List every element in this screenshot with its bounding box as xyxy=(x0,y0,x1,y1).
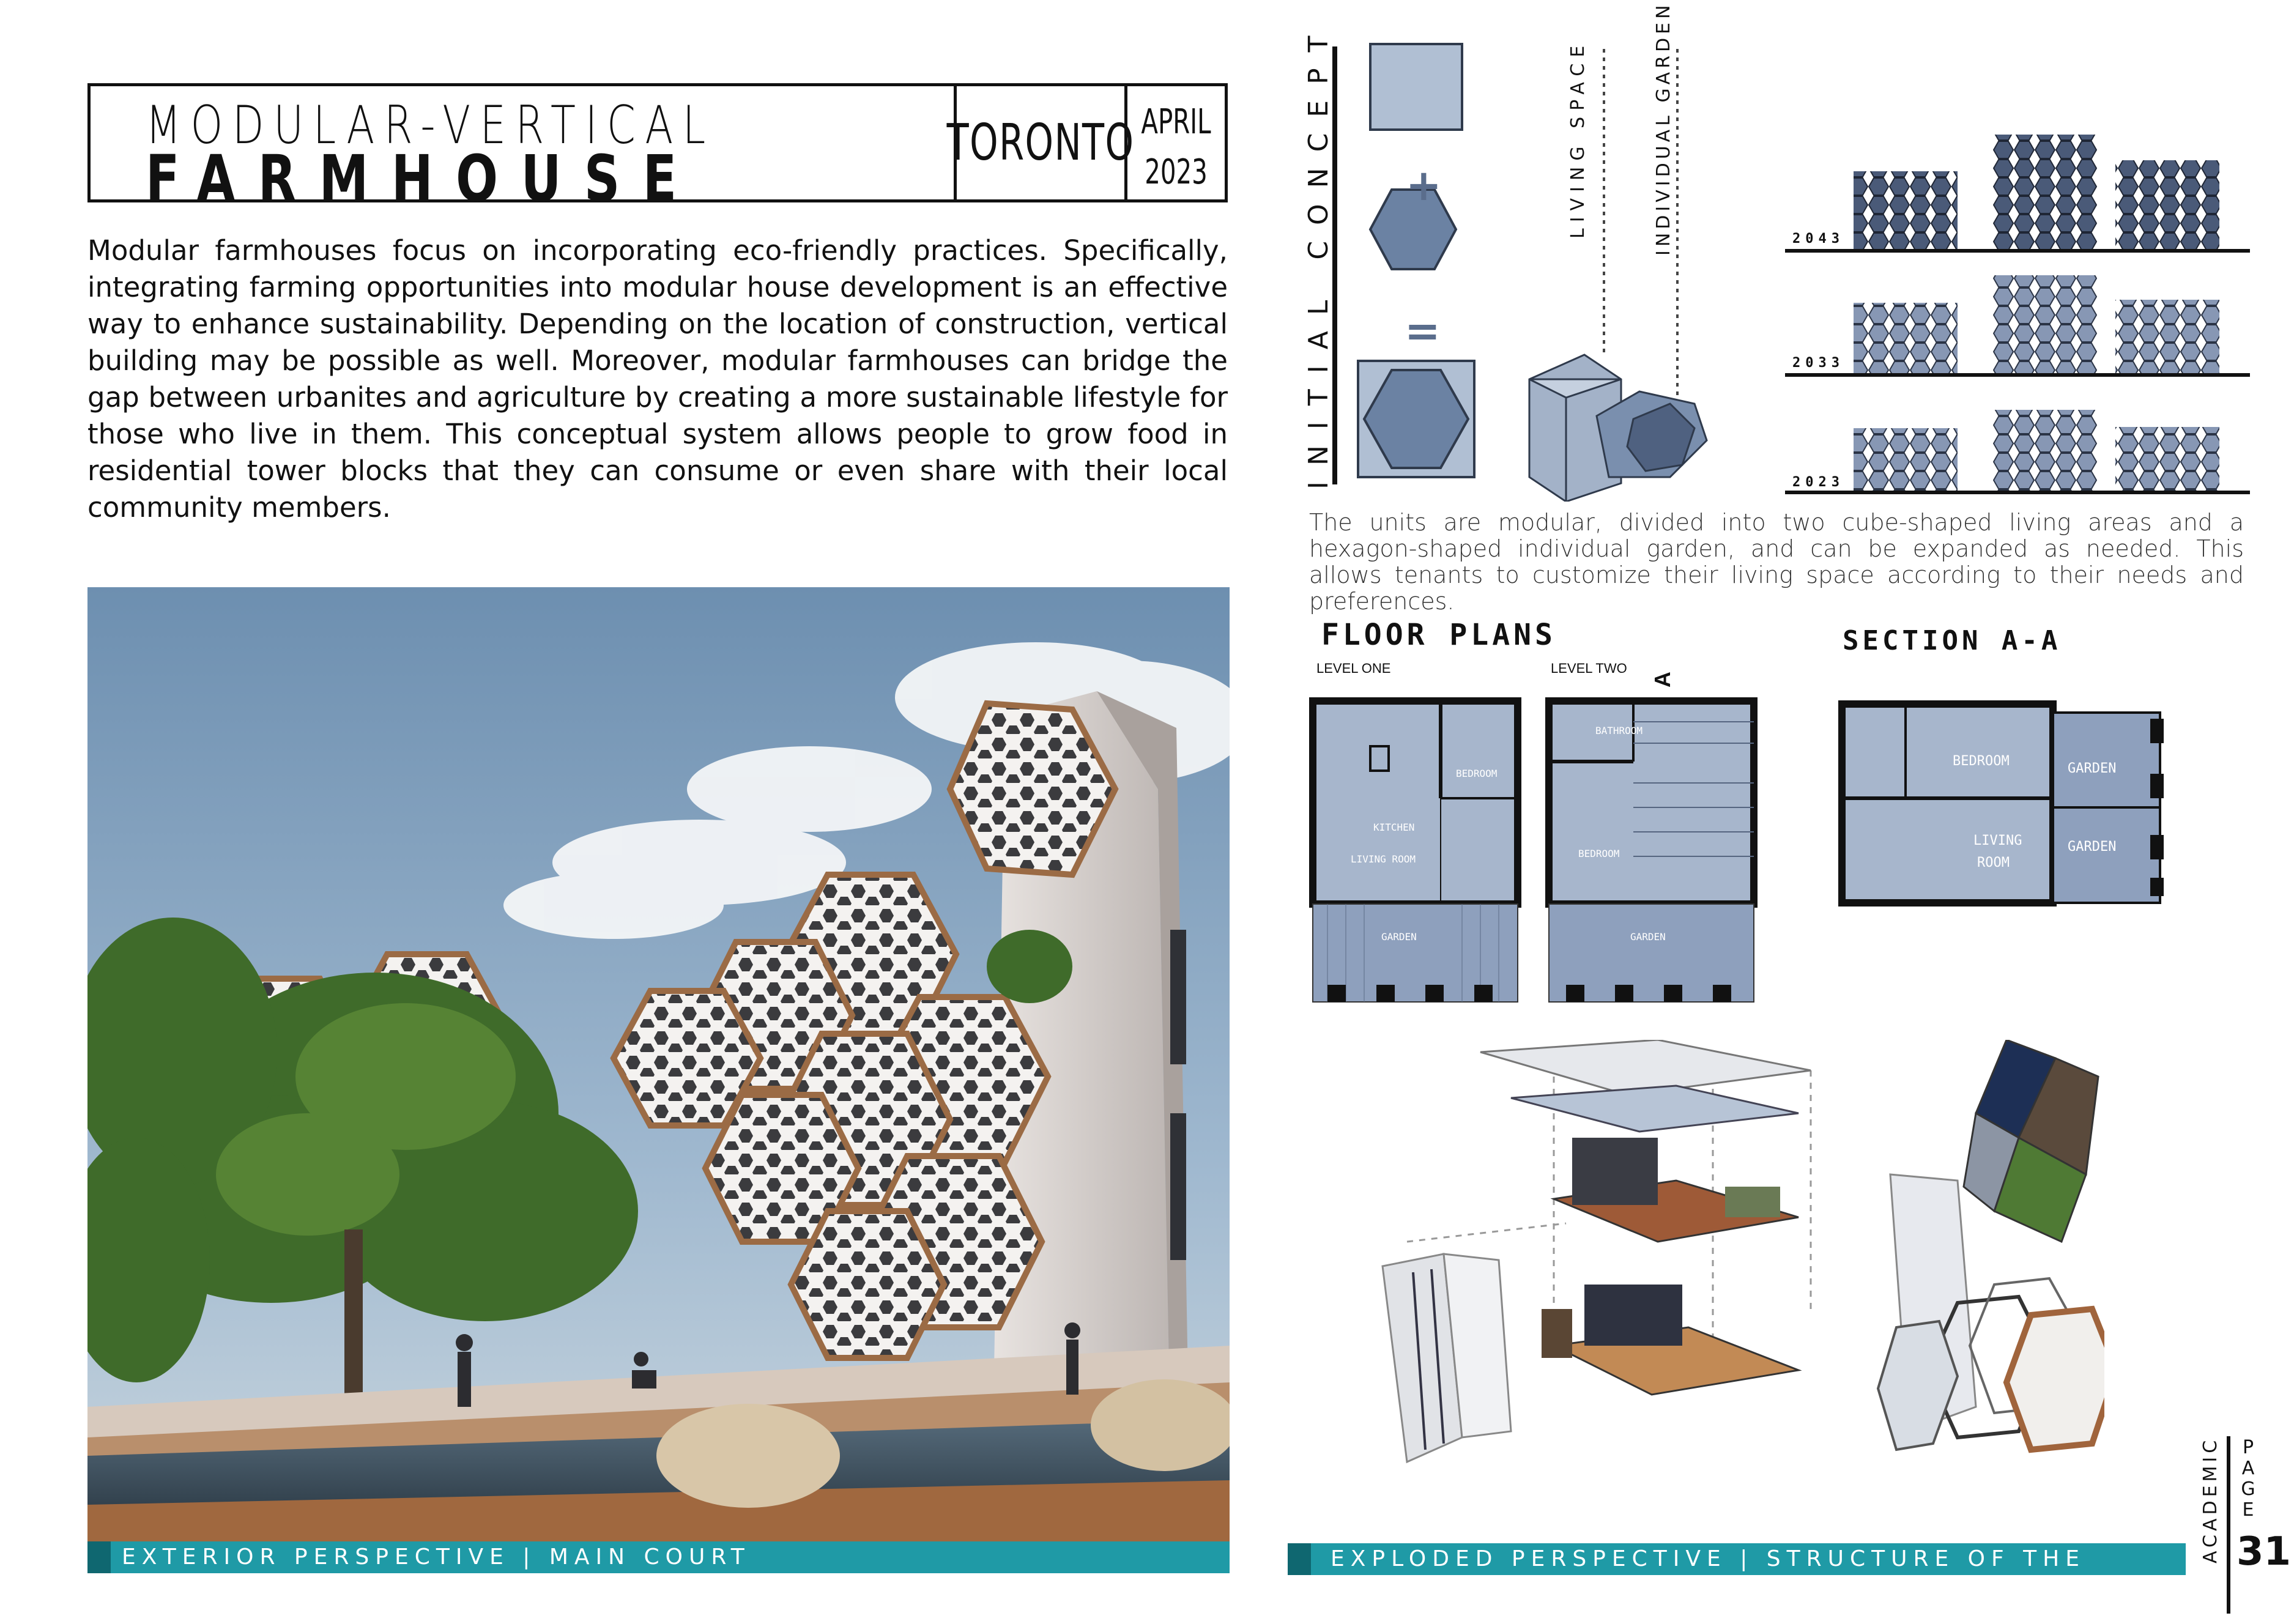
exploded-caption-bar xyxy=(1288,1543,2186,1603)
project-title xyxy=(91,86,957,216)
room-bedroom-l2: BEDROOM xyxy=(1578,848,1620,859)
room-garden-l2: GARDEN xyxy=(1630,931,1666,943)
page-word: PAGE xyxy=(2241,1437,2255,1521)
section-title: SECTION A-A xyxy=(1843,625,2062,656)
concept-diagram xyxy=(1352,37,1743,502)
equals-sign: = xyxy=(1405,306,1441,356)
section-garden-upper: GARDEN xyxy=(2068,761,2117,776)
level-two-label: LEVEL TWO xyxy=(1551,661,1627,676)
exploded-perspective xyxy=(1370,1040,2104,1529)
section-marker: A xyxy=(1650,672,1675,688)
section-garden-lower: GARDEN xyxy=(2068,839,2117,855)
room-bathroom-l2: BATHROOM xyxy=(1595,725,1643,736)
exterior-caption: EXTERIOR PERSPECTIVE | MAIN COURT xyxy=(122,1544,751,1570)
section-drawing xyxy=(1838,700,2169,908)
caption-tab xyxy=(1288,1543,1311,1575)
year: 2023 xyxy=(1145,152,1208,192)
caption-tab xyxy=(87,1541,111,1573)
title-line-1: MODULAR-VERTICAL xyxy=(146,95,715,156)
room-bedroom-l1: BEDROOM xyxy=(1456,768,1498,779)
year-2023: 2023 xyxy=(1792,475,1844,490)
plus-sign: + xyxy=(1406,160,1442,210)
concept-description: The units are modular, divided into two cube-shaped living areas and a hexagon-shaped individual garden, and can be expanded as needed. This allows tenants to customize their living space according to their needs and preferences. xyxy=(1309,509,2244,615)
intro-paragraph: Modular farmhouses focus on incorporating eco-friendly practices. Specifically, integrating farming opportunities into modular house development is an effective way to enhance sustainability. Depending on the location of construction, vertical building may be possible as well. Moreover, modular farmhouses can bridge the gap between urbanites and agriculture by creating a more sustainable lifestyle for those who live in them. This conceptual system allows people to grow food in residential tower blocks that they can consume or even share with their local community members. xyxy=(87,234,1228,524)
individual-garden-label: INDIVIDUAL GARDEN xyxy=(1653,1,1674,256)
section-living: LIVING xyxy=(1973,833,2022,848)
city-cell xyxy=(946,86,1135,199)
city: TORONTO xyxy=(946,114,1135,172)
page-number: 31 xyxy=(2236,1529,2292,1574)
section-room: ROOM xyxy=(1977,855,2010,870)
exterior-render xyxy=(87,587,1230,1541)
academic-label: ACADEMIC xyxy=(2200,1436,2221,1563)
living-space-label: LIVING SPACE xyxy=(1567,39,1589,239)
room-kitchen-l1: KITCHEN xyxy=(1373,821,1415,833)
exploded-caption: EXPLODED PERSPECTIVE | STRUCTURE OF THE MODULAR UNIT xyxy=(1331,1546,2085,1603)
level-one-label: LEVEL ONE xyxy=(1316,661,1391,676)
title-block xyxy=(87,83,1228,216)
room-living-l1: LIVING ROOM xyxy=(1351,853,1416,865)
year-2033: 2033 xyxy=(1792,355,1844,371)
title-line-2: FARMHOUSE xyxy=(146,141,700,216)
concept-label: INITIAL CONCEPT xyxy=(1303,20,1334,489)
floor-plans-title: FLOOR PLANS xyxy=(1321,618,1556,652)
month: APRIL xyxy=(1141,102,1211,142)
date-cell xyxy=(1127,86,1225,199)
exterior-caption-bar xyxy=(87,1541,1230,1573)
page-rule xyxy=(2227,1436,2230,1614)
room-garden-l1: GARDEN xyxy=(1381,931,1417,943)
growth-timeline xyxy=(1785,122,2250,502)
section-bedroom: BEDROOM xyxy=(1953,754,2010,769)
year-2043: 2043 xyxy=(1792,231,1844,247)
